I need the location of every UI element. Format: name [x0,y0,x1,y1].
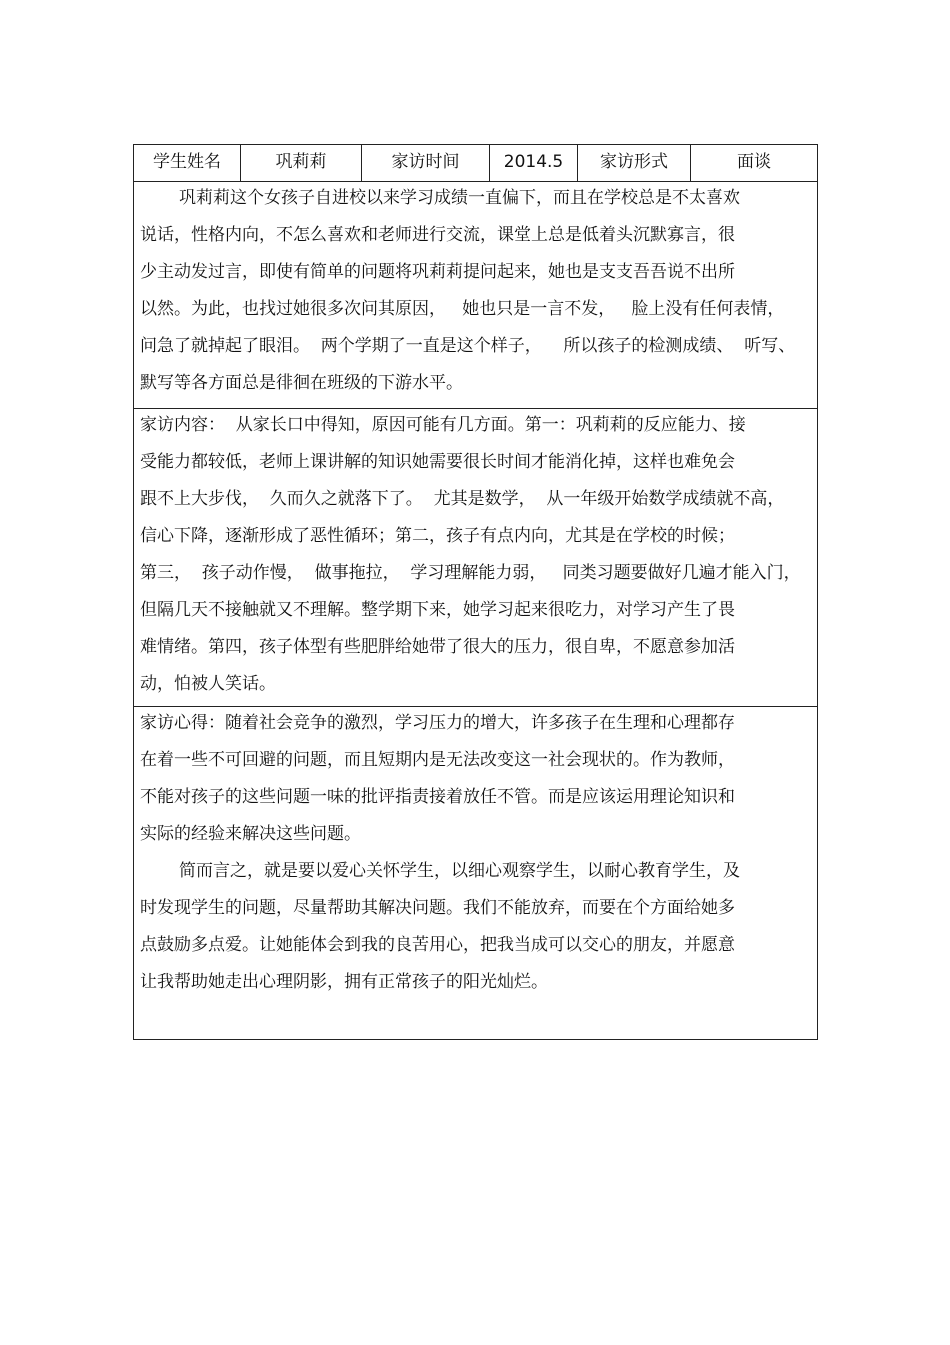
visit-reflection-section [134,707,817,1039]
header-row [134,145,817,182]
situation-line: 巩莉莉这个女孩子自进校以来学习成绩一直偏下，而且在学校总是不太喜欢 [179,188,740,208]
content-line: 信心下降，逐渐形成了恶性循环；第二，孩子有点内向，尤其是在学校的时候； [140,526,735,546]
reflection-line: 不能对孩子的这些问题一味的批评指责接着放任不管。而是应该运用理论知识和 [140,787,735,807]
visit-content-section [134,409,817,707]
situation-line: 说话，性格内向，不怎么喜欢和老师进行交流，课堂上总是低着头沉默寡言，很 [140,225,735,245]
visit-time-label: 家访时间 [362,145,490,181]
situation-line: 少主动发过言，即使有简单的问题将巩莉莉提问起来，她也是支支吾吾说不出所 [140,262,735,282]
situation-section [134,182,817,409]
situation-line: 问急了就掉起了眼泪。 两个学期了一直是这个样子， 所以孩子的检测成绩、 听写、 [140,336,796,356]
home-visit-table [133,144,818,1040]
reflection-line: 简而言之，就是要以爱心关怀学生，以细心观察学生，以耐心教育学生，及 [179,861,740,881]
reflection-line: 在着一些不可回避的问题，而且短期内是无法改变这一社会现状的。作为教师， [140,750,735,770]
reflection-line: 家访心得：随着社会竞争的激烈，学习压力的增大，许多孩子在生理和心理都存 [140,713,735,733]
content-line: 但隔几天不接触就又不理解。整学期下来，她学习起来很吃力，对学习产生了畏 [140,600,735,620]
content-line: 动，怕被人笑话。 [140,674,276,694]
student-name-value: 巩莉莉 [241,145,362,181]
content-line: 第三， 孩子动作慢， 做事拖拉， 学习理解能力弱， 同类习题要做好几遍才能入门， [140,563,801,583]
content-line: 家访内容： 从家长口中得知，原因可能有几方面。第一：巩莉莉的反应能力、接 [140,415,746,435]
content-line: 难情绪。第四，孩子体型有些肥胖给她带了很大的压力，很自卑，不愿意参加活 [140,637,735,657]
visit-time-value: 2014.5 [490,145,578,181]
visit-form-label: 家访形式 [578,145,691,181]
situation-line: 以然。为此，也找过她很多次问其原因， 她也只是一言不发， 脸上没有任何表情， [140,299,785,319]
reflection-line: 点鼓励多点爱。让她能体会到我的良苦用心，把我当成可以交心的朋友，并愿意 [140,935,735,955]
content-line: 跟不上大步伐， 久而久之就落下了。 尤其是数学， 从一年级开始数学成绩就不高， [140,489,785,509]
reflection-line: 时发现学生的问题，尽量帮助其解决问题。我们不能放弃，而要在个方面给她多 [140,898,735,918]
content-line: 受能力都较低，老师上课讲解的知识她需要很长时间才能消化掉，这样也难免会 [140,452,735,472]
student-name-label: 学生姓名 [134,145,241,181]
reflection-line: 实际的经验来解决这些问题。 [140,824,361,844]
reflection-line: 让我帮助她走出心理阴影，拥有正常孩子的阳光灿烂。 [140,972,548,992]
visit-form-value: 面谈 [737,152,771,172]
situation-line: 默写等各方面总是徘徊在班级的下游水平。 [140,373,463,393]
